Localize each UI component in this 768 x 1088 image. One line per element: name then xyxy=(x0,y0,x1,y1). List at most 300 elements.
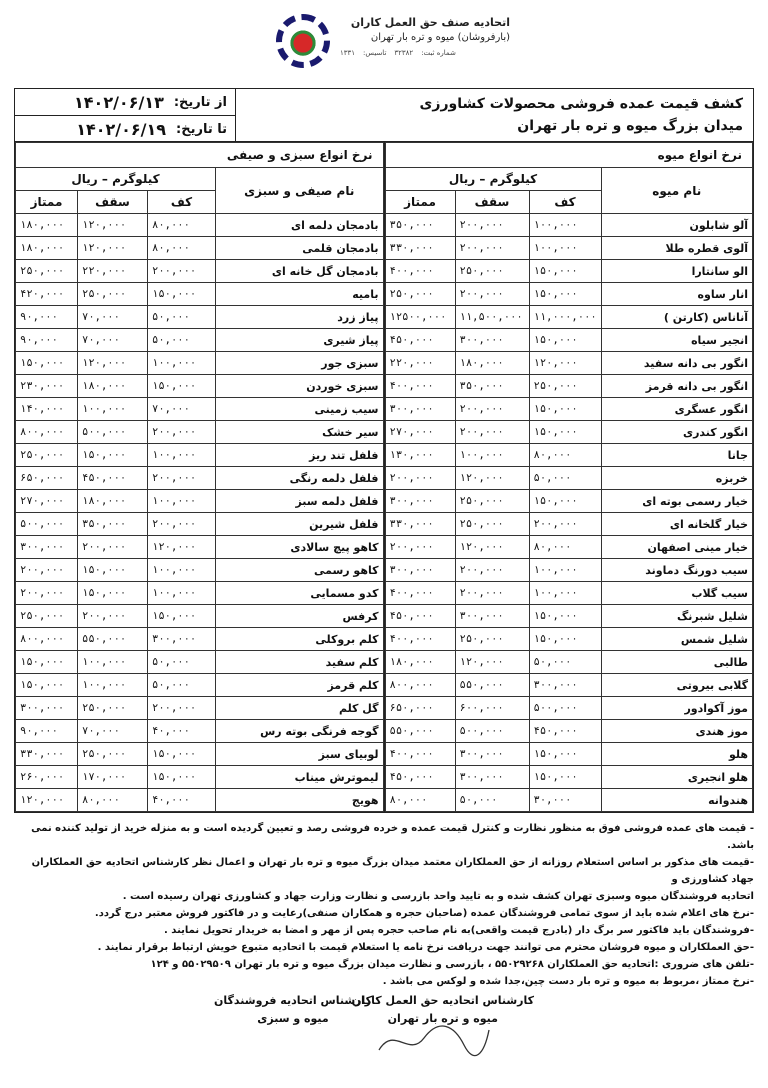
premium-price-cell: ۲۰۰,۰۰۰ xyxy=(16,582,78,605)
min-price-cell: ۱۱,۰۰۰,۰۰۰ xyxy=(529,306,601,329)
table-row xyxy=(16,283,384,306)
min-price-cell: ۳۰,۰۰۰ xyxy=(529,789,601,812)
table-row xyxy=(16,513,384,536)
product-name-cell: جانا xyxy=(601,444,753,467)
product-name-cell: طالبی xyxy=(601,651,753,674)
product-name-cell: انجیر سیاه xyxy=(601,329,753,352)
min-price-cell: ۱۵۰,۰۰۰ xyxy=(529,260,601,283)
table-row xyxy=(16,628,384,651)
min-price-cell: ۱۵۰,۰۰۰ xyxy=(529,605,601,628)
max-price-cell: ۲۰۰,۰۰۰ xyxy=(455,398,529,421)
product-name-cell: بامیه xyxy=(216,283,384,306)
premium-price-cell: ۴۰۰,۰۰۰ xyxy=(385,582,455,605)
min-price-cell: ۱۵۰,۰۰۰ xyxy=(529,329,601,352)
logo-name: اتحادیه صنف حق العمل کاران xyxy=(350,16,510,29)
product-name-cell: گلابی بیروتی xyxy=(601,674,753,697)
table-row xyxy=(16,306,384,329)
product-name-cell: الو سانتارا xyxy=(601,260,753,283)
table-row xyxy=(385,352,753,375)
product-name-cell: انگور بی دانه قرمز xyxy=(601,375,753,398)
min-price-cell: ۱۵۰,۰۰۰ xyxy=(148,766,216,789)
premium-price-cell: ۱۸۰,۰۰۰ xyxy=(16,214,78,237)
min-price-cell: ۱۰۰,۰۰۰ xyxy=(148,444,216,467)
max-price-cell: ۱۵۰,۰۰۰ xyxy=(78,444,148,467)
table-row xyxy=(385,697,753,720)
product-name-cell: لیموترش میناب xyxy=(216,766,384,789)
product-name-cell: موز آکوادور xyxy=(601,697,753,720)
table-row xyxy=(385,651,753,674)
table-row xyxy=(16,260,384,283)
min-price-cell: ۲۵۰,۰۰۰ xyxy=(529,375,601,398)
max-price-cell: ۵۵۰,۰۰۰ xyxy=(455,674,529,697)
max-price-cell: ۱۸۰,۰۰۰ xyxy=(78,490,148,513)
product-name-cell: گل کلم xyxy=(216,697,384,720)
premium-price-cell: ۳۰۰,۰۰۰ xyxy=(385,559,455,582)
product-name-cell: سیب گلاب xyxy=(601,582,753,605)
min-price-cell: ۱۰۰,۰۰۰ xyxy=(529,559,601,582)
max-price-cell: ۱۲۰,۰۰۰ xyxy=(78,214,148,237)
min-price-cell: ۳۰۰,۰۰۰ xyxy=(529,674,601,697)
product-name-cell: سبزی خوردن xyxy=(216,375,384,398)
max-price-cell: ۱۰۰,۰۰۰ xyxy=(78,398,148,421)
product-name-cell: کرفس xyxy=(216,605,384,628)
min-price-cell: ۵۰,۰۰۰ xyxy=(529,651,601,674)
premium-price-cell: ۸۰۰,۰۰۰ xyxy=(16,628,78,651)
max-price-cell: ۱۰۰,۰۰۰ xyxy=(78,651,148,674)
premium-price-cell: ۴۲۰,۰۰۰ xyxy=(16,283,78,306)
min-price-cell: ۸۰,۰۰۰ xyxy=(529,444,601,467)
max-price-cell: ۱۲۰,۰۰۰ xyxy=(78,352,148,375)
product-name-cell: انگور عسگری xyxy=(601,398,753,421)
page-subtitle: میدان بزرگ میوه و تره بار تهران xyxy=(517,118,743,134)
product-name-cell: بادمجان دلمه ای xyxy=(216,214,384,237)
note: -نرخ های اعلام شده باید از سوی تمامی فروشندگان عمده (صاحبان حجره و همکاران صنفی)رعایت و در فاکتور فروش معتبر درج گردد. xyxy=(94,908,754,919)
max-price-cell: ۲۰۰,۰۰۰ xyxy=(455,559,529,582)
from-date-label: از تاریخ: xyxy=(173,94,227,110)
table-row xyxy=(16,674,384,697)
product-name-cell: پیاز زرد xyxy=(216,306,384,329)
min-price-cell: ۱۵۰,۰۰۰ xyxy=(148,375,216,398)
premium-price-cell: ۴۵۰,۰۰۰ xyxy=(385,766,455,789)
max-price-cell: ۵۰۰,۰۰۰ xyxy=(455,720,529,743)
veg-col-premium: ممتاز xyxy=(16,191,78,214)
premium-price-cell: ۴۰۰,۰۰۰ xyxy=(385,375,455,398)
veg-unit-header: کیلوگرم – ریال xyxy=(16,168,216,191)
max-price-cell: ۲۵۰,۰۰۰ xyxy=(455,260,529,283)
min-price-cell: ۱۵۰,۰۰۰ xyxy=(529,398,601,421)
signature-left-title: کارشناس اتحادیه فروشندگان xyxy=(214,994,373,1007)
table-row xyxy=(16,766,384,789)
min-price-cell: ۱۵۰,۰۰۰ xyxy=(148,605,216,628)
product-name-cell: پیاز شیری xyxy=(216,329,384,352)
min-price-cell: ۸۰,۰۰۰ xyxy=(148,214,216,237)
max-price-cell: ۱۸۰,۰۰۰ xyxy=(78,375,148,398)
page-title: کشف قیمت عمده فروشی محصولات کشاورزی xyxy=(419,96,743,112)
min-price-cell: ۵۰,۰۰۰ xyxy=(148,329,216,352)
table-row xyxy=(16,214,384,237)
premium-price-cell: ۹۰,۰۰۰ xyxy=(16,329,78,352)
table-row xyxy=(16,490,384,513)
min-price-cell: ۵۰۰,۰۰۰ xyxy=(529,697,601,720)
premium-price-cell: ۸۰۰,۰۰۰ xyxy=(16,421,78,444)
premium-price-cell: ۸۰۰,۰۰۰ xyxy=(385,674,455,697)
product-name-cell: خیار مینی اصفهان xyxy=(601,536,753,559)
premium-price-cell: ۲۶۰,۰۰۰ xyxy=(16,766,78,789)
veg-table xyxy=(15,142,385,812)
min-price-cell: ۱۰۰,۰۰۰ xyxy=(529,582,601,605)
veg-section-title: نرخ انواع سبزی و صیفی xyxy=(16,143,384,168)
product-name-cell: شلیل شبرنگ xyxy=(601,605,753,628)
note: - قیمت های عمده فروشی فوق به منظور نظارت و کنترل قیمت عمده و خرده فروشی رصد و تعیین گردیده است و به منزله خرید از تولید کننده نمی باشد. xyxy=(31,823,754,851)
note: -حق العملکاران و میوه فروشان محترم می توانند جهت دریافت نرخ نامه یا استعلام قیمت با اتحادیه متبوع خویش ارتباط برقرار نمایند . xyxy=(97,942,754,953)
table-row xyxy=(385,421,753,444)
note: -تلفن های ضروری :اتحادیه حق العملکاران ۵۵۰۲۹۲۶۸ ، بازرسی و نظارت میدان بزرگ میوه و تره بار تهران ۵۵۰۲۹۵۰۹ و ۱۲۴ xyxy=(150,959,754,970)
union-logo xyxy=(250,6,520,82)
product-name-cell: آلوی قطره طلا xyxy=(601,237,753,260)
table-row xyxy=(385,283,753,306)
table-row xyxy=(385,398,753,421)
price-sheet xyxy=(14,88,754,813)
table-row xyxy=(385,559,753,582)
premium-price-cell: ۳۳۰,۰۰۰ xyxy=(385,237,455,260)
max-price-cell: ۱۸۰,۰۰۰ xyxy=(455,352,529,375)
table-row xyxy=(385,789,753,812)
product-name-cell: فلفل دلمه رنگی xyxy=(216,467,384,490)
table-row xyxy=(16,605,384,628)
max-price-cell: ۵۰۰,۰۰۰ xyxy=(78,421,148,444)
max-price-cell: ۵۰,۰۰۰ xyxy=(455,789,529,812)
product-name-cell: هلو xyxy=(601,743,753,766)
min-price-cell: ۲۰۰,۰۰۰ xyxy=(148,467,216,490)
table-row xyxy=(385,490,753,513)
max-price-cell: ۳۵۰,۰۰۰ xyxy=(78,513,148,536)
max-price-cell: ۱۷۰,۰۰۰ xyxy=(78,766,148,789)
table-row xyxy=(16,720,384,743)
premium-price-cell: ۱۵۰,۰۰۰ xyxy=(16,352,78,375)
product-name-cell: هندوانه xyxy=(601,789,753,812)
max-price-cell: ۲۲۰,۰۰۰ xyxy=(78,260,148,283)
table-row xyxy=(385,444,753,467)
max-price-cell: ۲۵۰,۰۰۰ xyxy=(78,283,148,306)
min-price-cell: ۱۰۰,۰۰۰ xyxy=(148,352,216,375)
premium-price-cell: ۱۴۰,۰۰۰ xyxy=(16,398,78,421)
premium-price-cell: ۲۵۰,۰۰۰ xyxy=(16,260,78,283)
premium-price-cell: ۲۰۰,۰۰۰ xyxy=(385,467,455,490)
product-name-cell: کاهو پیچ سالادی xyxy=(216,536,384,559)
to-date-label: تا تاریخ: xyxy=(176,121,227,137)
product-name-cell: سبزی جور xyxy=(216,352,384,375)
max-price-cell: ۱۱,۵۰۰,۰۰۰ xyxy=(455,306,529,329)
max-price-cell: ۱۵۰,۰۰۰ xyxy=(78,559,148,582)
table-row xyxy=(385,467,753,490)
premium-price-cell: ۲۵۰,۰۰۰ xyxy=(16,444,78,467)
product-name-cell: شلیل شمس xyxy=(601,628,753,651)
premium-price-cell: ۱۵۰,۰۰۰ xyxy=(16,651,78,674)
premium-price-cell: ۳۰۰,۰۰۰ xyxy=(385,398,455,421)
premium-price-cell: ۲۰۰,۰۰۰ xyxy=(385,536,455,559)
min-price-cell: ۱۵۰,۰۰۰ xyxy=(529,766,601,789)
product-name-cell: آناناس (کارتن ) xyxy=(601,306,753,329)
premium-price-cell: ۲۷۰,۰۰۰ xyxy=(16,490,78,513)
min-price-cell: ۲۰۰,۰۰۰ xyxy=(148,260,216,283)
max-price-cell: ۱۲۰,۰۰۰ xyxy=(455,651,529,674)
product-name-cell: انگور بی دانه سفید xyxy=(601,352,753,375)
table-row xyxy=(16,398,384,421)
table-row xyxy=(385,605,753,628)
table-row xyxy=(385,743,753,766)
table-row xyxy=(16,421,384,444)
premium-price-cell: ۲۰۰,۰۰۰ xyxy=(16,559,78,582)
veg-name-header: نام صیفی و سبزی xyxy=(216,168,384,214)
premium-price-cell: ۵۵۰,۰۰۰ xyxy=(385,720,455,743)
premium-price-cell: ۱۲۰,۰۰۰ xyxy=(16,789,78,812)
max-price-cell: ۲۵۰,۰۰۰ xyxy=(455,628,529,651)
min-price-cell: ۵۰,۰۰۰ xyxy=(148,306,216,329)
product-name-cell: لوبیای سبز xyxy=(216,743,384,766)
date-range xyxy=(15,89,236,141)
logo-subname: (بارفروشان) میوه و تره بار تهران xyxy=(370,32,510,43)
product-name-cell: کلم بروکلی xyxy=(216,628,384,651)
product-name-cell: بادمجان گل خانه ای xyxy=(216,260,384,283)
product-name-cell: سیب دورنگ دماوند xyxy=(601,559,753,582)
premium-price-cell: ۳۰۰,۰۰۰ xyxy=(16,697,78,720)
max-price-cell: ۱۰۰,۰۰۰ xyxy=(78,674,148,697)
premium-price-cell: ۵۰۰,۰۰۰ xyxy=(16,513,78,536)
table-row xyxy=(385,674,753,697)
max-price-cell: ۲۰۰,۰۰۰ xyxy=(455,214,529,237)
premium-price-cell: ۴۵۰,۰۰۰ xyxy=(385,329,455,352)
premium-price-cell: ۱۲۵۰۰,۰۰۰ xyxy=(385,306,455,329)
signature-right-subtitle: میوه و تره بار تهران xyxy=(387,1012,498,1025)
max-price-cell: ۱۲۰,۰۰۰ xyxy=(78,237,148,260)
min-price-cell: ۵۰,۰۰۰ xyxy=(148,674,216,697)
product-name-cell: فلفل شیرین xyxy=(216,513,384,536)
product-name-cell: فلفل تند ریز xyxy=(216,444,384,467)
table-row xyxy=(16,743,384,766)
product-name-cell: سیر خشک xyxy=(216,421,384,444)
product-name-cell: فلفل دلمه سبز xyxy=(216,490,384,513)
product-name-cell: کلم سفید xyxy=(216,651,384,674)
table-row xyxy=(16,352,384,375)
min-price-cell: ۵۰,۰۰۰ xyxy=(529,467,601,490)
premium-price-cell: ۲۲۰,۰۰۰ xyxy=(385,352,455,375)
min-price-cell: ۱۵۰,۰۰۰ xyxy=(148,743,216,766)
table-row xyxy=(16,789,384,812)
table-row xyxy=(385,214,753,237)
table-row xyxy=(385,536,753,559)
premium-price-cell: ۳۵۰,۰۰۰ xyxy=(385,214,455,237)
max-price-cell: ۲۰۰,۰۰۰ xyxy=(78,536,148,559)
max-price-cell: ۳۰۰,۰۰۰ xyxy=(455,605,529,628)
product-name-cell: خیار رسمی بوته ای xyxy=(601,490,753,513)
table-row xyxy=(16,467,384,490)
min-price-cell: ۱۵۰,۰۰۰ xyxy=(529,743,601,766)
product-name-cell: کلم قرمز xyxy=(216,674,384,697)
fruit-table xyxy=(385,142,754,812)
premium-price-cell: ۸۰,۰۰۰ xyxy=(385,789,455,812)
product-name-cell: آلو شابلون xyxy=(601,214,753,237)
table-row xyxy=(385,237,753,260)
veg-col-max: سقف xyxy=(78,191,148,214)
premium-price-cell: ۳۳۰,۰۰۰ xyxy=(16,743,78,766)
max-price-cell: ۲۵۰,۰۰۰ xyxy=(455,513,529,536)
product-name-cell: سیب زمینی xyxy=(216,398,384,421)
product-name-cell: هلو انجیری xyxy=(601,766,753,789)
max-price-cell: ۳۰۰,۰۰۰ xyxy=(455,329,529,352)
max-price-cell: ۲۵۰,۰۰۰ xyxy=(78,743,148,766)
min-price-cell: ۱۰۰,۰۰۰ xyxy=(529,214,601,237)
premium-price-cell: ۱۳۰,۰۰۰ xyxy=(385,444,455,467)
product-name-cell: خیار گلخانه ای xyxy=(601,513,753,536)
premium-price-cell: ۴۰۰,۰۰۰ xyxy=(385,628,455,651)
max-price-cell: ۳۵۰,۰۰۰ xyxy=(455,375,529,398)
product-name-cell: انگور کندری xyxy=(601,421,753,444)
notes xyxy=(14,820,754,990)
min-price-cell: ۱۰۰,۰۰۰ xyxy=(148,559,216,582)
product-name-cell: انار ساوه xyxy=(601,283,753,306)
max-price-cell: ۷۰,۰۰۰ xyxy=(78,306,148,329)
product-name-cell: موز هندی xyxy=(601,720,753,743)
min-price-cell: ۱۰۰,۰۰۰ xyxy=(148,490,216,513)
premium-price-cell: ۹۰,۰۰۰ xyxy=(16,306,78,329)
table-row xyxy=(385,260,753,283)
product-name-cell: بادمجان قلمی xyxy=(216,237,384,260)
reg-value: ۳۲۳۸۲ xyxy=(394,49,414,57)
min-price-cell: ۸۰,۰۰۰ xyxy=(148,237,216,260)
max-price-cell: ۲۰۰,۰۰۰ xyxy=(78,605,148,628)
min-price-cell: ۸۰,۰۰۰ xyxy=(529,536,601,559)
premium-price-cell: ۲۵۰,۰۰۰ xyxy=(16,605,78,628)
premium-price-cell: ۱۸۰,۰۰۰ xyxy=(16,237,78,260)
premium-price-cell: ۳۳۰,۰۰۰ xyxy=(385,513,455,536)
product-name-cell: گوجه فرنگی بوته رس xyxy=(216,720,384,743)
premium-price-cell: ۶۵۰,۰۰۰ xyxy=(16,467,78,490)
table-row xyxy=(16,651,384,674)
premium-price-cell: ۶۵۰,۰۰۰ xyxy=(385,697,455,720)
premium-price-cell: ۴۰۰,۰۰۰ xyxy=(385,260,455,283)
signature-left-subtitle: میوه و سبزی xyxy=(257,1012,329,1025)
premium-price-cell: ۲۵۰,۰۰۰ xyxy=(385,283,455,306)
max-price-cell: ۲۵۰,۰۰۰ xyxy=(455,490,529,513)
table-row xyxy=(385,306,753,329)
max-price-cell: ۷۰,۰۰۰ xyxy=(78,720,148,743)
max-price-cell: ۱۵۰,۰۰۰ xyxy=(78,582,148,605)
max-price-cell: ۶۰۰,۰۰۰ xyxy=(455,697,529,720)
min-price-cell: ۱۰۰,۰۰۰ xyxy=(529,237,601,260)
min-price-cell: ۱۲۰,۰۰۰ xyxy=(529,352,601,375)
min-price-cell: ۲۰۰,۰۰۰ xyxy=(148,697,216,720)
max-price-cell: ۳۰۰,۰۰۰ xyxy=(455,743,529,766)
table-row xyxy=(385,766,753,789)
product-name-cell: خربزه xyxy=(601,467,753,490)
min-price-cell: ۱۲۰,۰۰۰ xyxy=(148,536,216,559)
fruit-col-max: سقف xyxy=(455,191,529,214)
min-price-cell: ۱۵۰,۰۰۰ xyxy=(529,421,601,444)
premium-price-cell: ۲۷۰,۰۰۰ xyxy=(385,421,455,444)
table-row xyxy=(385,628,753,651)
table-row xyxy=(16,329,384,352)
est-value: ۱۳۳۱ xyxy=(340,49,356,57)
premium-price-cell: ۹۰,۰۰۰ xyxy=(16,720,78,743)
product-name-cell: کاهو رسمی xyxy=(216,559,384,582)
note: -قیمت های مذکور بر اساس استعلام روزانه از حق العملکاران معتمد میدان بزرگ میوه و تره بار تهران و اعمال نظر کارشناس اتحادیه حق العملکاران جهاد کشاورزی و xyxy=(31,857,754,885)
table-row xyxy=(385,720,753,743)
fruit-unit-header: کیلوگرم – ریال xyxy=(385,168,601,191)
table-row xyxy=(385,329,753,352)
table-row xyxy=(385,513,753,536)
premium-price-cell: ۱۸۰,۰۰۰ xyxy=(385,651,455,674)
signature-sellers xyxy=(214,992,372,1028)
reg-label: شماره ثبت: xyxy=(421,49,456,57)
premium-price-cell: ۴۰۰,۰۰۰ xyxy=(385,743,455,766)
min-price-cell: ۷۰,۰۰۰ xyxy=(148,398,216,421)
min-price-cell: ۴۰,۰۰۰ xyxy=(148,720,216,743)
min-price-cell: ۲۰۰,۰۰۰ xyxy=(529,513,601,536)
max-price-cell: ۵۵۰,۰۰۰ xyxy=(78,628,148,651)
table-row xyxy=(16,237,384,260)
table-row xyxy=(16,559,384,582)
max-price-cell: ۲۰۰,۰۰۰ xyxy=(455,421,529,444)
to-date: ۱۴۰۲/۰۶/۱۹ xyxy=(76,119,167,139)
max-price-cell: ۲۰۰,۰۰۰ xyxy=(455,582,529,605)
union-emblem xyxy=(276,14,330,68)
max-price-cell: ۱۲۰,۰۰۰ xyxy=(455,467,529,490)
min-price-cell: ۲۰۰,۰۰۰ xyxy=(148,513,216,536)
product-name-cell: کدو مسمایی xyxy=(216,582,384,605)
premium-price-cell: ۱۵۰,۰۰۰ xyxy=(16,674,78,697)
table-row xyxy=(385,375,753,398)
signatures xyxy=(14,992,754,1072)
min-price-cell: ۱۵۰,۰۰۰ xyxy=(529,490,601,513)
fruit-col-premium: ممتاز xyxy=(385,191,455,214)
max-price-cell: ۴۵۰,۰۰۰ xyxy=(78,467,148,490)
signature-right-title: کارشناس اتحادیه حق العمل کاران xyxy=(351,994,534,1007)
min-price-cell: ۴۰,۰۰۰ xyxy=(148,789,216,812)
est-label: تاسیس: xyxy=(363,49,387,57)
note: اتحادیه فروشندگان میوه وسبزی تهران کشف شده و به تایید واحد بازرسی و نظارت وزارت جهاد و کشاورزی تهران رسیده است . xyxy=(122,891,754,902)
premium-price-cell: ۳۰۰,۰۰۰ xyxy=(16,536,78,559)
table-row xyxy=(16,375,384,398)
fruit-section-title: نرخ انواع میوه xyxy=(385,143,753,168)
from-date: ۱۴۰۲/۰۶/۱۳ xyxy=(74,92,164,112)
min-price-cell: ۱۵۰,۰۰۰ xyxy=(529,283,601,306)
premium-price-cell: ۴۵۰,۰۰۰ xyxy=(385,605,455,628)
max-price-cell: ۲۵۰,۰۰۰ xyxy=(78,697,148,720)
premium-price-cell: ۳۰۰,۰۰۰ xyxy=(385,490,455,513)
table-row xyxy=(16,697,384,720)
table-row xyxy=(16,582,384,605)
max-price-cell: ۸۰,۰۰۰ xyxy=(78,789,148,812)
table-row xyxy=(385,582,753,605)
note: -فروشندگان باید فاکتور سر برگ دار (بادرج قیمت واقعی)به نام صاحب حجره پس از مهر و امضا به خریدار تحویل نمایند . xyxy=(164,925,754,936)
min-price-cell: ۳۰۰,۰۰۰ xyxy=(148,628,216,651)
premium-price-cell: ۲۳۰,۰۰۰ xyxy=(16,375,78,398)
max-price-cell: ۱۲۰,۰۰۰ xyxy=(455,536,529,559)
max-price-cell: ۳۰۰,۰۰۰ xyxy=(455,766,529,789)
veg-col-min: کف xyxy=(148,191,216,214)
table-row xyxy=(16,444,384,467)
max-price-cell: ۱۰۰,۰۰۰ xyxy=(455,444,529,467)
note: -نرخ ممتاز ،مربوط به میوه و تره بار دست چین،جدا شده و لوکس می باشد . xyxy=(382,976,754,987)
table-row xyxy=(16,536,384,559)
max-price-cell: ۲۰۰,۰۰۰ xyxy=(455,283,529,306)
max-price-cell: ۲۰۰,۰۰۰ xyxy=(455,237,529,260)
handwritten-signature xyxy=(374,1020,494,1060)
product-name-cell: هویج xyxy=(216,789,384,812)
min-price-cell: ۱۰۰,۰۰۰ xyxy=(148,582,216,605)
sheet-header xyxy=(15,89,753,142)
min-price-cell: ۲۰۰,۰۰۰ xyxy=(148,421,216,444)
